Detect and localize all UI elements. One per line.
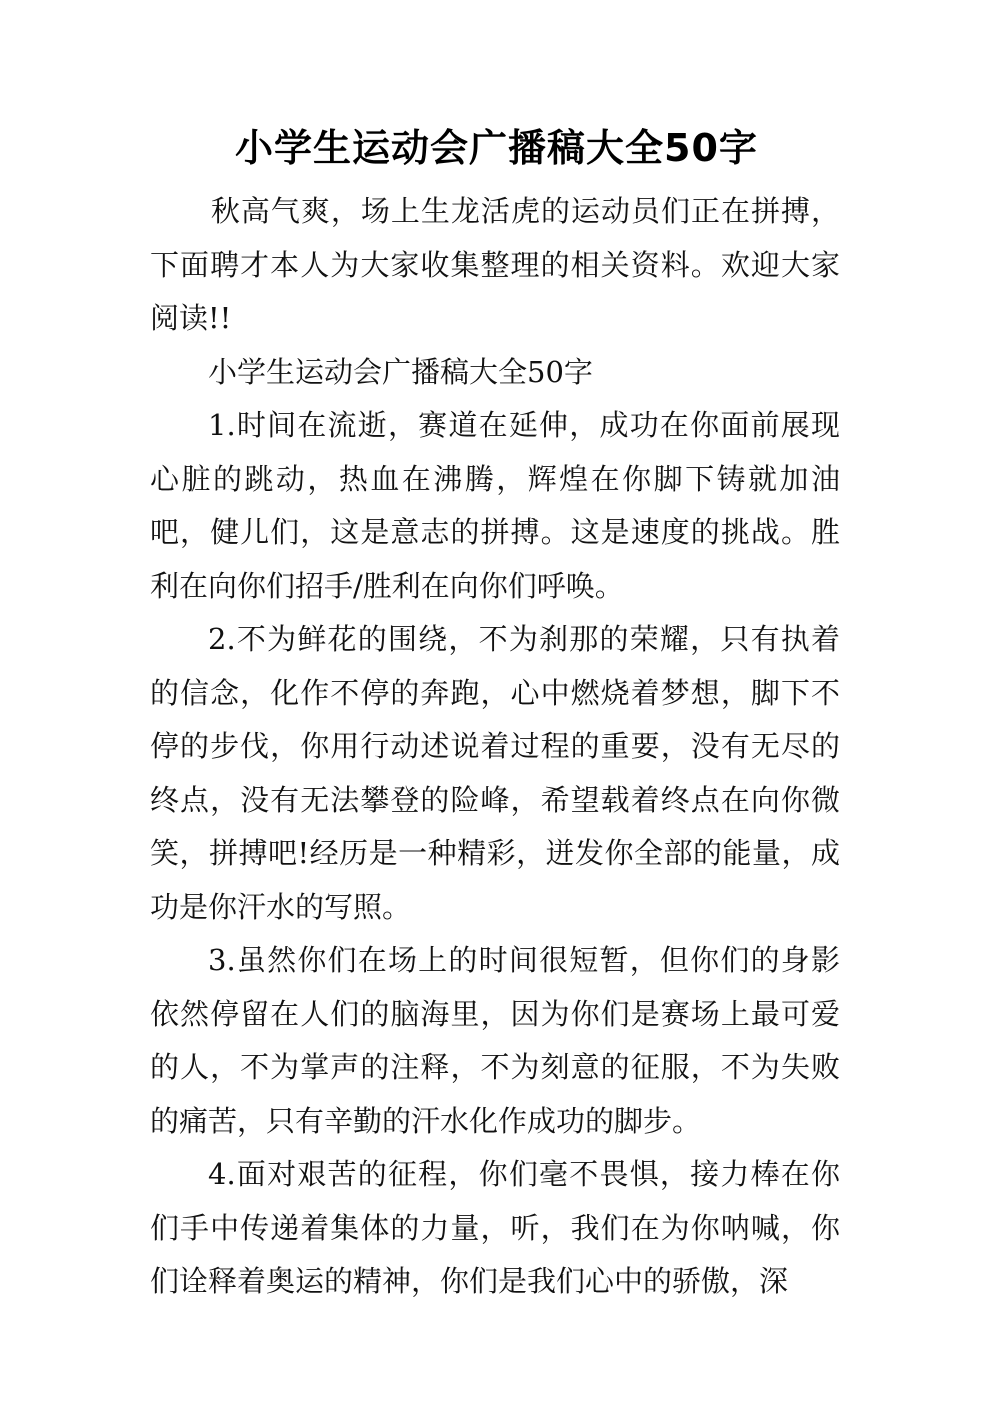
subtitle-paragraph: 小学生运动会广播稿大全50字 xyxy=(208,354,593,389)
document-body xyxy=(150,185,840,1309)
item-paragraph-4: 4.面对艰苦的征程，你们毫不畏惧，接力棒在你们手中传递着集体的力量，听，我们在为你呐喊，你们诠释着奥运的精神，你们是我们心中的骄傲，深 xyxy=(150,1157,840,1298)
item-paragraph-3: 3.虽然你们在场上的时间很短暂，但你们的身影依然停留在人们的脑海里，因为你们是赛场上最可爱的人，不为掌声的注释，不为刻意的征服，不为失败的痛苦，只有辛勤的汗水化作成功的脚步。 xyxy=(150,943,840,1138)
intro-paragraph: 秋高气爽，场上生龙活虎的运动员们正在拼搏，下面聘才本人为大家收集整理的相关资料。欢迎大家阅读!! xyxy=(150,194,840,335)
item-paragraph-2: 2.不为鲜花的围绕，不为刹那的荣耀，只有执着的信念，化作不停的奔跑，心中燃烧着梦想，脚下不停的步伐，你用行动述说着过程的重要，没有无尽的终点，没有无法攀登的险峰，希望载着终点在向你微笑，拼搏吧!经历是一种精彩，迸发你全部的能量，成功是你汗水的写照。 xyxy=(150,622,840,924)
item-paragraph-1: 1.时间在流逝，赛道在延伸，成功在你面前展现心脏的跳动，热血在沸腾，辉煌在你脚下铸就加油吧，健儿们，这是意志的拼搏。这是速度的挑战。胜利在向你们招手/胜利在向你们呼唤。 xyxy=(150,408,840,603)
document-title: 小学生运动会广播稿大全50字 xyxy=(235,126,758,170)
